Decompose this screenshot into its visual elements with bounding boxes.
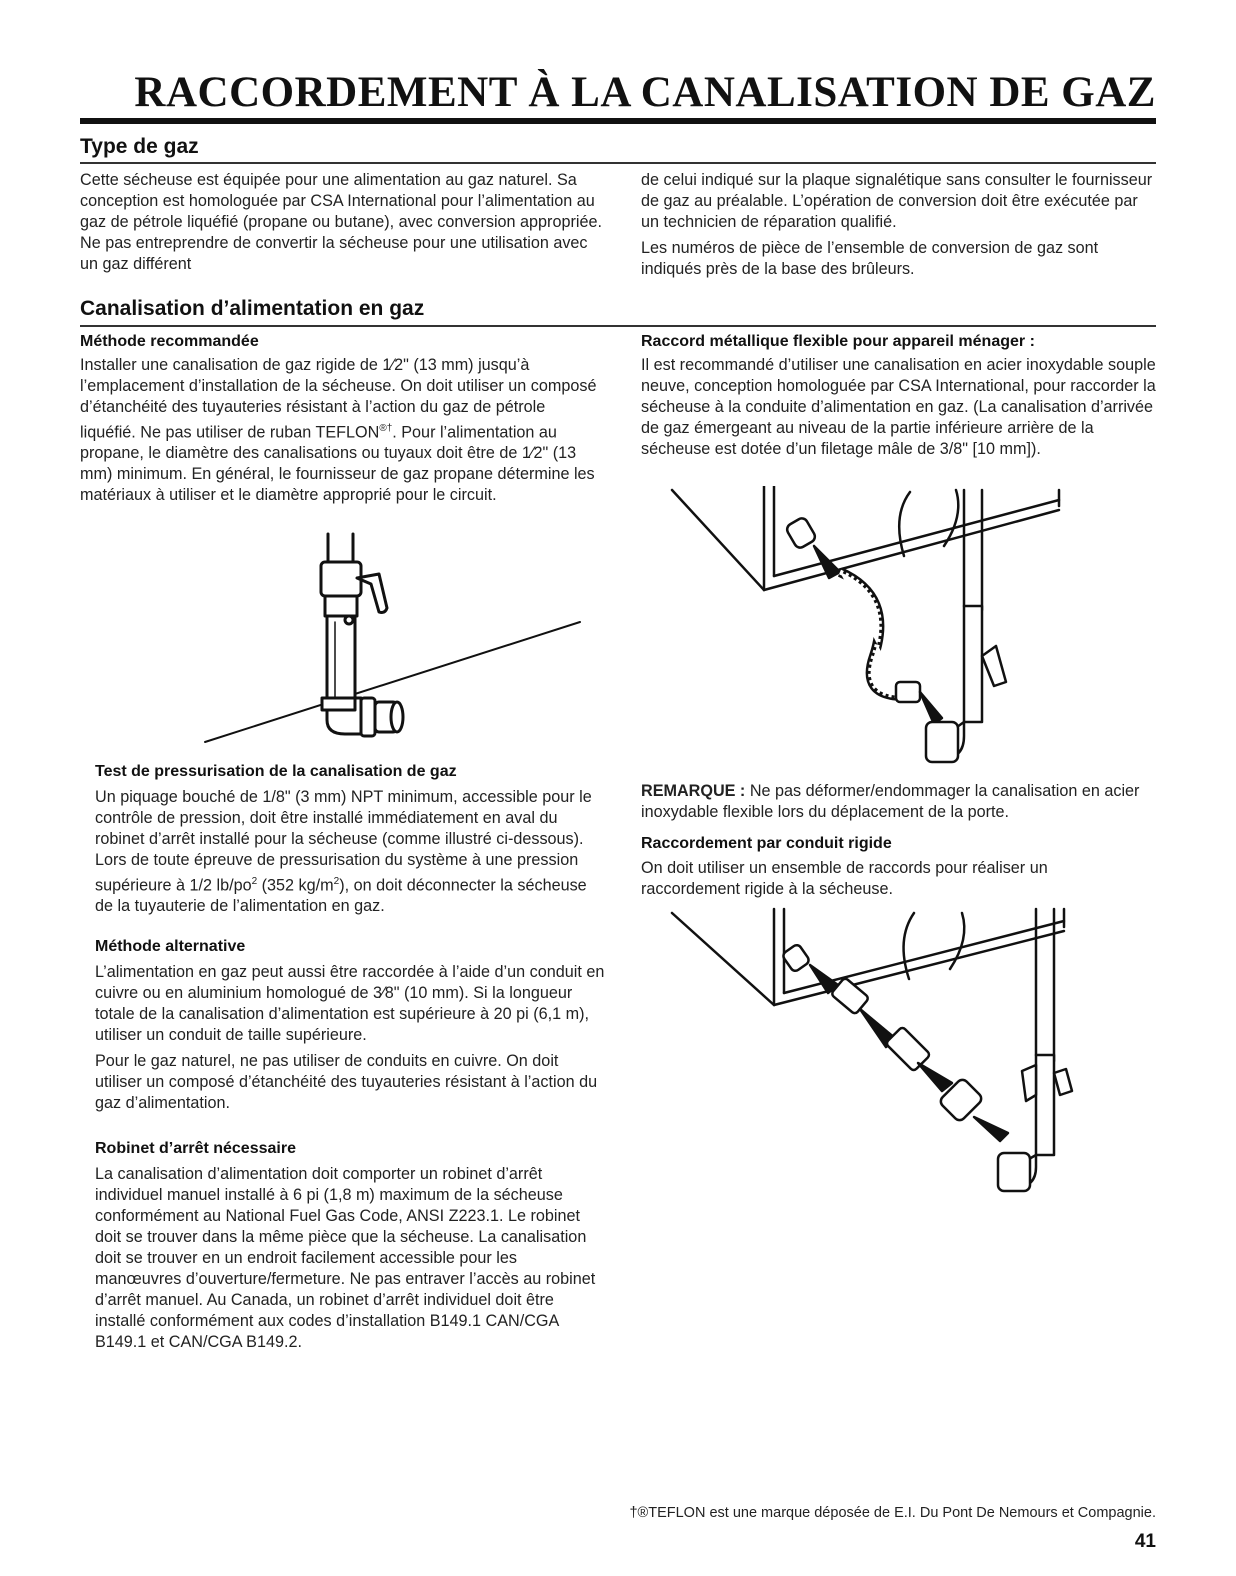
methode-recommandee-text: Installer une canalisation de gaz rigide de 1⁄2" (13 mm) jusqu’à l’emplacement d’installation de la sécheuse. On doit utiliser un composé d’étanchéité des tuyauteries résistant à l’action du gaz de pétrole liquéfié. Ne pas utiliser de ruban TEFLON®†. Pour l’alimentation au propane, le diamètre des canalisations ou tuyaux doit être de 1⁄2" (13 mm) minimum. En général, le fournisseur de gaz propane détermine les matériaux à utiliser et le diamètre approprié pour le circuit. — [80, 356, 597, 505]
flexible-connector-illustration — [664, 486, 1104, 776]
heading-methode-alternative: Méthode alternative — [95, 938, 246, 955]
section-heading-type-gaz: Type de gaz — [80, 135, 199, 158]
methode-alternative-text: L’alimentation en gaz peut aussi être raccordée à l’aide d’un conduit en cuivre ou en aluminium homologué de 3⁄8" (10 mm). Si la longueur totale de la canalisation d’alimentation est supérieure à 20 pi (6,1 m), utiliser un conduit de taille supérieure. Pour le gaz naturel, ne pas utiliser de conduits en cuivre. On doit utiliser un composé d’étanchéité des tuyauteries résistant à l’action du gaz d’alimentation. — [95, 963, 605, 1112]
raccord-flexible-text: Il est recommandé d’utiliser une canalisation en acier inoxydable souple neuve, conception homologuée par CSA International, pour raccorder la sécheuse à la conduite d’alimentation en gaz. (La canalisation d’arrivée de gaz émergeant au niveau de la partie inférieure arrière de la sécheuse est dotée d’un filetage mâle de 3/8" [10 mm]). — [641, 356, 1156, 458]
heading-conduit-rigide: Raccordement par conduit rigide — [641, 835, 892, 852]
heading-test-pressurisation: Test de pressurisation de la canalisation de gaz — [95, 763, 457, 780]
conduit-rigide-text: On doit utiliser un ensemble de raccords pour réaliser un raccordement rigide à la sécheuse. — [641, 859, 1048, 898]
robinet-arret-text: La canalisation d’alimentation doit comporter un robinet d’arrêt individuel manuel installé à 6 pi (1,8 m) maximum de la sécheuse conformément au National Fuel Gas Code, ANSI Z223.1. Le robinet doit se trouver dans la même pièce que la sécheuse. La canalisation doit se trouver en un endroit facilement accessible pour les manœuvres d’ouverture/fermeture. Ne pas entraver l’accès au robinet d’arrêt manuel. Au Canada, un robinet d’arrêt individuel doit être installé conformément aux codes d’installation B149.1 CAN/CGA B149.1 et CAN/CGA B149.2. — [95, 1165, 596, 1351]
heading-raccord-flexible: Raccord métallique flexible pour appareil ménager : — [641, 333, 1035, 350]
trademark-footnote: †®TEFLON est une marque déposée de E.I. Du Pont De Nemours et Compagnie. — [629, 1505, 1156, 1521]
type-gaz-left-text: Cette sécheuse est équipée pour une alimentation au gaz naturel. Sa conception est homologuée par CSA International pour l’alimentation au gaz de pétrole liquéfié (propane ou butane), avec conversion appropriée. Ne pas entreprendre de convertir la sécheuse pour une utilisation avec un gaz différent — [80, 171, 602, 273]
rigid-conduit-kit-illustration — [664, 905, 1104, 1195]
page-number: 41 — [1134, 1531, 1156, 1552]
heading-robinet-arret: Robinet d’arrêt nécessaire — [95, 1140, 296, 1157]
section-heading-canalisation: Canalisation d’alimentation en gaz — [80, 297, 425, 320]
section-rule-canalisation — [80, 325, 1156, 327]
type-gaz-right-text: de celui indiqué sur la plaque signalétique sans consulter le fournisseur de gaz au préalable. L’opération de conversion doit être exécutée par un technicien de réparation qualifié. Les numéros de pièce de l’ensemble de conversion de gaz sont indiqués près de la base des brûleurs. — [641, 171, 1153, 278]
page-title: RACCORDEMENT À LA CANALISATION DE GAZ — [134, 69, 1156, 116]
title-rule — [80, 118, 1156, 124]
test-pressurisation-text: Un piquage bouché de 1/8" (3 mm) NPT minimum, accessible pour le contrôle de pression, doit être installé immédiatement en aval du robinet d’arrêt installé pour la sécheuse (comme illustré ci-dessous). Lors de toute épreuve de pressurisation du système à une pression supérieure à 1/2 $lb/po^2$ (352 $kg/m^2$), on doit déconnecter la sécheuse de la tuyauterie de l’alimentation en gaz. — [95, 788, 592, 916]
section-rule-type-gaz — [80, 162, 1156, 164]
remarque-text: REMARQUE : Ne pas déformer/endommager la canalisation en acier inoxydable flexible lors du déplacement de la porte. — [641, 782, 1140, 821]
rigid-gas-pipe-illustration — [195, 522, 590, 747]
heading-methode-recommandee: Méthode recommandée — [80, 333, 259, 350]
